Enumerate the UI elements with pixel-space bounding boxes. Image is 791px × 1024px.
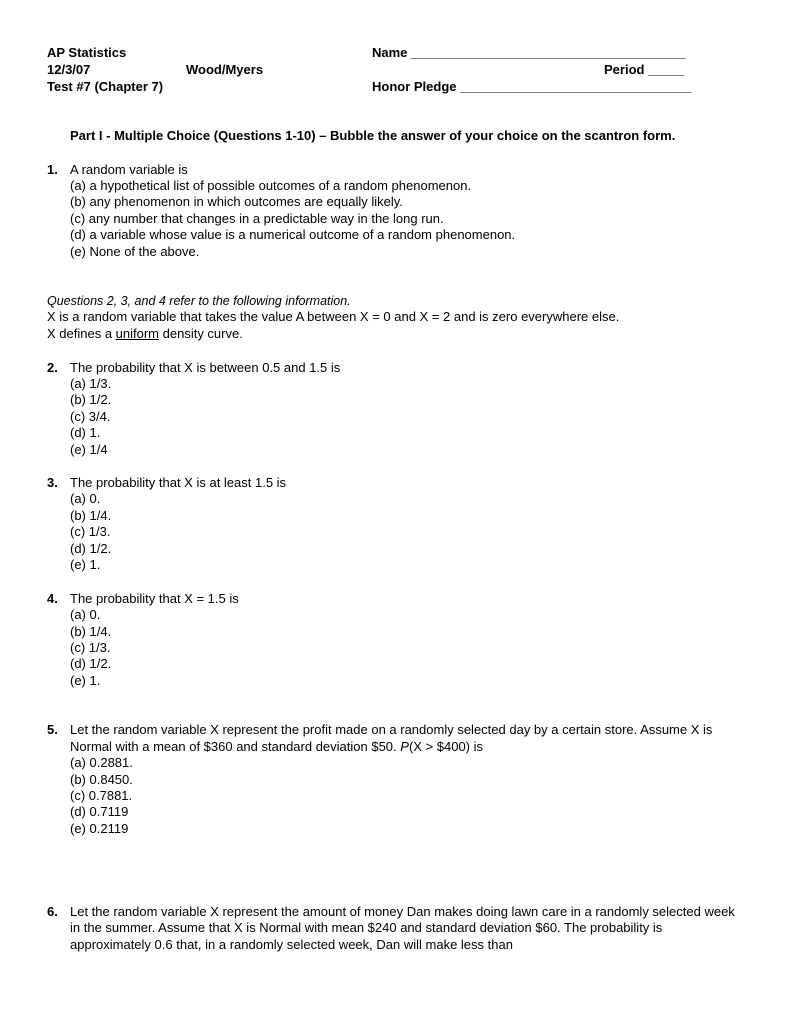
info-line-2	[47, 326, 243, 342]
test-date: 12/3/07	[47, 62, 91, 77]
q2-option-a: (a) 1/3.	[70, 376, 112, 391]
q1-option-e: (e) None of the above.	[70, 244, 200, 259]
question-6-stem-line-1: Let the random variable X represent the amount of money Dan makes doing lawn care in a randomly selected week	[70, 904, 735, 919]
part1-heading: Part I - Multiple Choice (Questions 1-10) – Bubble the answer of your choice on the scantron form.	[70, 128, 676, 143]
q5-option-c: (c) 0.7881.	[70, 788, 133, 803]
q2-option-e: (e) 1/4	[70, 442, 108, 457]
question-3-stem: The probability that X is at least 1.5 is	[70, 475, 287, 490]
q3-option-a: (a) 0.	[70, 491, 101, 506]
question-number-4: 4.	[47, 591, 58, 606]
q3-option-b: (b) 1/4.	[70, 508, 112, 523]
question-number-5: 5.	[47, 722, 58, 737]
test-title: Test #7 (Chapter 7)	[47, 79, 164, 94]
question-2-stem: The probability that X is between 0.5 and 1.5 is	[70, 360, 341, 375]
info-intro: Questions 2, 3, and 4 refer to the following information.	[47, 294, 351, 308]
q4-option-e: (e) 1.	[70, 673, 101, 688]
q5-stem-p: P	[400, 739, 409, 754]
q3-option-d: (d) 1/2.	[70, 541, 112, 556]
q5-option-e: (e) 0.2119	[70, 821, 129, 836]
q5-stem-pre: Normal with a mean of $360 and standard deviation $50.	[70, 739, 401, 754]
q4-option-c: (c) 1/3.	[70, 640, 111, 655]
honor-pledge-field[interactable]: Honor Pledge ________________________________	[372, 79, 692, 94]
question-number-2: 2.	[47, 360, 58, 375]
question-number-1: 1.	[47, 162, 58, 177]
q4-option-a: (a) 0.	[70, 607, 101, 622]
q2-option-c: (c) 3/4.	[70, 409, 111, 424]
question-number-6: 6.	[47, 904, 58, 919]
q1-option-d: (d) a variable whose value is a numerical outcome of a random phenomenon.	[70, 227, 516, 242]
question-number-3: 3.	[47, 475, 58, 490]
q5-option-a: (a) 0.2881.	[70, 755, 133, 770]
q2-option-b: (b) 1/2.	[70, 392, 112, 407]
q3-option-e: (e) 1.	[70, 557, 101, 572]
info-line-2-underlined: uniform	[115, 326, 160, 341]
teacher-names: Wood/Myers	[186, 62, 264, 77]
info-line-2-post: density curve.	[159, 326, 243, 341]
course-title: AP Statistics	[47, 45, 127, 60]
question-6-stem-line-2: in the summer. Assume that X is Normal with mean $240 and standard deviation $60. The probability is	[70, 920, 663, 935]
question-5-stem-line-2	[70, 739, 483, 755]
q5-option-b: (b) 0.8450.	[70, 772, 133, 787]
q3-option-c: (c) 1/3.	[70, 524, 111, 539]
q4-option-d: (d) 1/2.	[70, 656, 112, 671]
q5-stem-post: (X > $400) is	[408, 739, 484, 754]
q2-option-d: (d) 1.	[70, 425, 101, 440]
question-5-stem-line-1: Let the random variable X represent the profit made on a randomly selected day by a certain store. Assume X is	[70, 722, 713, 737]
info-line-1: X is a random variable that takes the value A between X = 0 and X = 2 and is zero everywhere else.	[47, 309, 620, 324]
period-field[interactable]: Period _____	[604, 62, 685, 77]
q1-option-a: (a) a hypothetical list of possible outcomes of a random phenomenon.	[70, 178, 472, 193]
q4-option-b: (b) 1/4.	[70, 624, 112, 639]
question-6-stem-line-3: approximately 0.6 that, in a randomly selected week, Dan will make less than	[70, 937, 513, 952]
q5-option-d: (d) 0.7119	[70, 804, 129, 819]
q1-option-b: (b) any phenomenon in which outcomes are equally likely.	[70, 194, 403, 209]
info-line-2-pre: X defines a	[47, 326, 116, 341]
question-1-stem: A random variable is	[70, 162, 188, 177]
question-4-stem: The probability that X = 1.5 is	[70, 591, 239, 606]
name-field[interactable]: Name ______________________________________	[372, 45, 686, 60]
q1-option-c: (c) any number that changes in a predictable way in the long run.	[70, 211, 444, 226]
